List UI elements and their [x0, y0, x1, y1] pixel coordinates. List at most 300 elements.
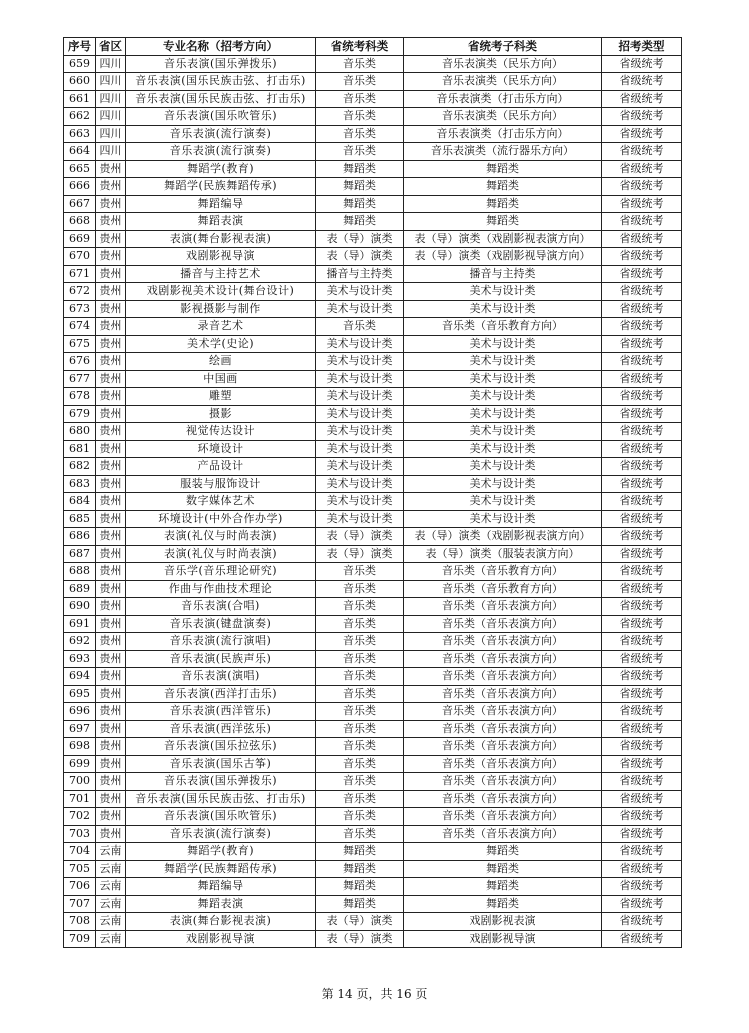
table-row	[64, 703, 682, 721]
table-row	[64, 160, 682, 178]
cell-exam-type: 省级统考	[602, 230, 682, 248]
cell-exam-type: 省级统考	[602, 685, 682, 703]
cell-index: 690	[64, 598, 96, 616]
cell-index: 670	[64, 248, 96, 266]
cell-province: 云南	[96, 913, 126, 931]
cell-major: 音乐表演(国乐古筝)	[126, 755, 316, 773]
cell-exam-type: 省级统考	[602, 598, 682, 616]
cell-province: 贵州	[96, 458, 126, 476]
cell-major: 戏剧影视美术设计(舞台设计)	[126, 283, 316, 301]
table-row	[64, 808, 682, 826]
table-row	[64, 213, 682, 231]
cell-index: 695	[64, 685, 96, 703]
cell-category: 音乐类	[316, 633, 404, 651]
table-row	[64, 895, 682, 913]
cell-exam-type: 省级统考	[602, 720, 682, 738]
cell-major: 中国画	[126, 370, 316, 388]
table-row	[64, 493, 682, 511]
cell-major: 摄影	[126, 405, 316, 423]
table-row	[64, 668, 682, 686]
table-row	[64, 755, 682, 773]
cell-category: 美术与设计类	[316, 440, 404, 458]
cell-category: 表（导）演类	[316, 930, 404, 948]
cell-index: 706	[64, 878, 96, 896]
cell-index: 694	[64, 668, 96, 686]
cell-subcategory: 美术与设计类	[404, 440, 602, 458]
cell-major: 戏剧影视导演	[126, 248, 316, 266]
cell-province: 贵州	[96, 195, 126, 213]
cell-subcategory: 戏剧影视导演	[404, 930, 602, 948]
cell-index: 661	[64, 90, 96, 108]
table-body	[64, 55, 682, 948]
cell-province: 贵州	[96, 265, 126, 283]
cell-subcategory: 表（导）演类（戏剧影视表演方向）	[404, 230, 602, 248]
cell-index: 692	[64, 633, 96, 651]
cell-exam-type: 省级统考	[602, 703, 682, 721]
table-row	[64, 475, 682, 493]
cell-category: 表（导）演类	[316, 230, 404, 248]
cell-subcategory: 音乐类（音乐表演方向）	[404, 703, 602, 721]
cell-major: 舞蹈学(民族舞蹈传承)	[126, 860, 316, 878]
table-row	[64, 720, 682, 738]
cell-major: 作曲与作曲技术理论	[126, 580, 316, 598]
cell-subcategory: 表（导）演类（戏剧影视表演方向）	[404, 528, 602, 546]
table-row	[64, 563, 682, 581]
cell-major: 音乐表演(西洋管乐)	[126, 703, 316, 721]
cell-major: 音乐表演(国乐民族击弦、打击乐)	[126, 73, 316, 91]
table-row	[64, 510, 682, 528]
cell-category: 美术与设计类	[316, 353, 404, 371]
cell-category: 舞蹈类	[316, 160, 404, 178]
cell-subcategory: 舞蹈类	[404, 860, 602, 878]
cell-province: 贵州	[96, 178, 126, 196]
table-row	[64, 930, 682, 948]
cell-category: 舞蹈类	[316, 213, 404, 231]
cell-exam-type: 省级统考	[602, 423, 682, 441]
table-row	[64, 598, 682, 616]
cell-province: 贵州	[96, 300, 126, 318]
cell-exam-type: 省级统考	[602, 580, 682, 598]
cell-category: 音乐类	[316, 73, 404, 91]
cell-category: 舞蹈类	[316, 843, 404, 861]
cell-exam-type: 省级统考	[602, 300, 682, 318]
cell-subcategory: 音乐类（音乐表演方向）	[404, 755, 602, 773]
cell-index: 699	[64, 755, 96, 773]
header-exam-type: 招考类型	[602, 38, 682, 56]
cell-major: 音乐表演(国乐弹拨乐)	[126, 773, 316, 791]
cell-exam-type: 省级统考	[602, 55, 682, 73]
cell-exam-type: 省级统考	[602, 563, 682, 581]
cell-category: 音乐类	[316, 685, 404, 703]
cell-index: 697	[64, 720, 96, 738]
cell-major: 雕塑	[126, 388, 316, 406]
cell-major: 音乐表演(国乐弹拨乐)	[126, 55, 316, 73]
cell-index: 708	[64, 913, 96, 931]
cell-province: 贵州	[96, 598, 126, 616]
cell-subcategory: 音乐类（音乐表演方向）	[404, 808, 602, 826]
cell-province: 贵州	[96, 510, 126, 528]
table-row	[64, 265, 682, 283]
cell-category: 美术与设计类	[316, 475, 404, 493]
cell-major: 音乐表演(国乐民族击弦、打击乐)	[126, 790, 316, 808]
cell-exam-type: 省级统考	[602, 353, 682, 371]
cell-exam-type: 省级统考	[602, 773, 682, 791]
cell-category: 美术与设计类	[316, 405, 404, 423]
cell-major: 服装与服饰设计	[126, 475, 316, 493]
cell-exam-type: 省级统考	[602, 650, 682, 668]
cell-category: 美术与设计类	[316, 423, 404, 441]
cell-category: 美术与设计类	[316, 458, 404, 476]
cell-subcategory: 音乐表演类（打击乐方向）	[404, 90, 602, 108]
cell-exam-type: 省级统考	[602, 790, 682, 808]
cell-category: 音乐类	[316, 90, 404, 108]
cell-major: 数字媒体艺术	[126, 493, 316, 511]
table-row	[64, 423, 682, 441]
cell-index: 663	[64, 125, 96, 143]
cell-province: 云南	[96, 930, 126, 948]
cell-subcategory: 美术与设计类	[404, 370, 602, 388]
table-row	[64, 108, 682, 126]
cell-major: 视觉传达设计	[126, 423, 316, 441]
cell-index: 678	[64, 388, 96, 406]
cell-subcategory: 音乐类（音乐表演方向）	[404, 738, 602, 756]
cell-exam-type: 省级统考	[602, 195, 682, 213]
cell-province: 贵州	[96, 633, 126, 651]
cell-category: 音乐类	[316, 773, 404, 791]
cell-major: 音乐表演(国乐民族击弦、打击乐)	[126, 90, 316, 108]
table-row	[64, 370, 682, 388]
cell-index: 676	[64, 353, 96, 371]
cell-province: 贵州	[96, 493, 126, 511]
cell-subcategory: 美术与设计类	[404, 458, 602, 476]
cell-index: 677	[64, 370, 96, 388]
cell-category: 音乐类	[316, 790, 404, 808]
cell-exam-type: 省级统考	[602, 528, 682, 546]
cell-subcategory: 音乐类（音乐表演方向）	[404, 598, 602, 616]
cell-subcategory: 音乐表演类（流行器乐方向）	[404, 143, 602, 161]
cell-category: 表（导）演类	[316, 913, 404, 931]
cell-index: 660	[64, 73, 96, 91]
table-row	[64, 545, 682, 563]
cell-category: 表（导）演类	[316, 248, 404, 266]
cell-subcategory: 戏剧影视表演	[404, 913, 602, 931]
table-row	[64, 773, 682, 791]
cell-exam-type: 省级统考	[602, 370, 682, 388]
cell-major: 舞蹈表演	[126, 213, 316, 231]
cell-exam-type: 省级统考	[602, 335, 682, 353]
cell-index: 705	[64, 860, 96, 878]
cell-major: 影视摄影与制作	[126, 300, 316, 318]
table-row	[64, 790, 682, 808]
table-row	[64, 143, 682, 161]
cell-category: 音乐类	[316, 808, 404, 826]
cell-index: 659	[64, 55, 96, 73]
table-row	[64, 335, 682, 353]
cell-index: 681	[64, 440, 96, 458]
cell-major: 舞蹈表演	[126, 895, 316, 913]
cell-subcategory: 美术与设计类	[404, 475, 602, 493]
cell-index: 701	[64, 790, 96, 808]
cell-category: 音乐类	[316, 143, 404, 161]
cell-province: 贵州	[96, 738, 126, 756]
cell-subcategory: 音乐类（音乐表演方向）	[404, 668, 602, 686]
cell-major: 音乐表演(民族声乐)	[126, 650, 316, 668]
cell-exam-type: 省级统考	[602, 388, 682, 406]
table-row	[64, 178, 682, 196]
cell-subcategory: 音乐类（音乐教育方向）	[404, 580, 602, 598]
cell-province: 贵州	[96, 318, 126, 336]
cell-subcategory: 美术与设计类	[404, 405, 602, 423]
table-header-row	[64, 38, 682, 56]
cell-province: 贵州	[96, 790, 126, 808]
cell-exam-type: 省级统考	[602, 440, 682, 458]
cell-exam-type: 省级统考	[602, 825, 682, 843]
table-row	[64, 633, 682, 651]
cell-subcategory: 音乐类（音乐表演方向）	[404, 773, 602, 791]
cell-category: 表（导）演类	[316, 528, 404, 546]
cell-subcategory: 舞蹈类	[404, 195, 602, 213]
table-row	[64, 458, 682, 476]
cell-province: 贵州	[96, 160, 126, 178]
cell-subcategory: 美术与设计类	[404, 300, 602, 318]
cell-category: 美术与设计类	[316, 493, 404, 511]
cell-category: 舞蹈类	[316, 895, 404, 913]
cell-category: 舞蹈类	[316, 860, 404, 878]
cell-subcategory: 表（导）演类（戏剧影视导演方向）	[404, 248, 602, 266]
cell-index: 698	[64, 738, 96, 756]
cell-major: 音乐表演(国乐拉弦乐)	[126, 738, 316, 756]
cell-category: 舞蹈类	[316, 195, 404, 213]
cell-exam-type: 省级统考	[602, 633, 682, 651]
cell-major: 表演(礼仪与时尚表演)	[126, 528, 316, 546]
cell-major: 音乐表演(西洋打击乐)	[126, 685, 316, 703]
cell-subcategory: 音乐表演类（民乐方向）	[404, 108, 602, 126]
cell-index: 668	[64, 213, 96, 231]
cell-category: 美术与设计类	[316, 370, 404, 388]
cell-subcategory: 美术与设计类	[404, 353, 602, 371]
cell-exam-type: 省级统考	[602, 178, 682, 196]
cell-province: 贵州	[96, 825, 126, 843]
cell-major: 表演(礼仪与时尚表演)	[126, 545, 316, 563]
table-row	[64, 913, 682, 931]
header-major: 专业名称（招考方向）	[126, 38, 316, 56]
cell-province: 四川	[96, 73, 126, 91]
cell-category: 美术与设计类	[316, 283, 404, 301]
cell-exam-type: 省级统考	[602, 90, 682, 108]
cell-subcategory: 舞蹈类	[404, 843, 602, 861]
cell-subcategory: 舞蹈类	[404, 178, 602, 196]
cell-index: 688	[64, 563, 96, 581]
cell-subcategory: 音乐类（音乐表演方向）	[404, 633, 602, 651]
cell-exam-type: 省级统考	[602, 843, 682, 861]
cell-exam-type: 省级统考	[602, 913, 682, 931]
cell-major: 音乐表演(西洋弦乐)	[126, 720, 316, 738]
cell-province: 贵州	[96, 580, 126, 598]
cell-major: 舞蹈编导	[126, 878, 316, 896]
cell-major: 音乐表演(流行演奏)	[126, 143, 316, 161]
header-subcategory: 省统考子科类	[404, 38, 602, 56]
cell-major: 绘画	[126, 353, 316, 371]
cell-index: 674	[64, 318, 96, 336]
cell-major: 表演(舞台影视表演)	[126, 913, 316, 931]
cell-exam-type: 省级统考	[602, 73, 682, 91]
cell-subcategory: 美术与设计类	[404, 423, 602, 441]
cell-major: 环境设计	[126, 440, 316, 458]
cell-major: 舞蹈编导	[126, 195, 316, 213]
cell-province: 贵州	[96, 230, 126, 248]
cell-category: 音乐类	[316, 738, 404, 756]
cell-exam-type: 省级统考	[602, 248, 682, 266]
cell-major: 音乐表演(流行演唱)	[126, 633, 316, 651]
cell-category: 音乐类	[316, 318, 404, 336]
cell-major: 音乐表演(国乐吹管乐)	[126, 808, 316, 826]
cell-category: 音乐类	[316, 825, 404, 843]
cell-major: 录音艺术	[126, 318, 316, 336]
cell-index: 672	[64, 283, 96, 301]
cell-subcategory: 音乐类（音乐表演方向）	[404, 650, 602, 668]
cell-province: 贵州	[96, 283, 126, 301]
cell-major: 音乐表演(国乐吹管乐)	[126, 108, 316, 126]
cell-province: 贵州	[96, 720, 126, 738]
cell-index: 679	[64, 405, 96, 423]
admissions-table	[63, 37, 682, 948]
table-row	[64, 440, 682, 458]
cell-exam-type: 省级统考	[602, 860, 682, 878]
cell-major: 音乐表演(演唱)	[126, 668, 316, 686]
table-row	[64, 825, 682, 843]
cell-category: 音乐类	[316, 615, 404, 633]
page-footer: 第 14 页，共 16 页	[321, 987, 428, 1001]
cell-major: 音乐表演(流行演奏)	[126, 125, 316, 143]
cell-subcategory: 音乐类（音乐表演方向）	[404, 790, 602, 808]
cell-province: 云南	[96, 860, 126, 878]
table-row	[64, 860, 682, 878]
cell-province: 云南	[96, 895, 126, 913]
cell-exam-type: 省级统考	[602, 318, 682, 336]
cell-index: 683	[64, 475, 96, 493]
cell-major: 美术学(史论)	[126, 335, 316, 353]
cell-major: 表演(舞台影视表演)	[126, 230, 316, 248]
cell-province: 四川	[96, 55, 126, 73]
cell-province: 贵州	[96, 353, 126, 371]
cell-index: 700	[64, 773, 96, 791]
cell-province: 贵州	[96, 423, 126, 441]
cell-province: 贵州	[96, 388, 126, 406]
cell-exam-type: 省级统考	[602, 108, 682, 126]
cell-subcategory: 美术与设计类	[404, 335, 602, 353]
cell-major: 音乐学(音乐理论研究)	[126, 563, 316, 581]
cell-province: 贵州	[96, 335, 126, 353]
cell-major: 戏剧影视导演	[126, 930, 316, 948]
table-row	[64, 195, 682, 213]
table-row	[64, 318, 682, 336]
cell-province: 贵州	[96, 405, 126, 423]
cell-exam-type: 省级统考	[602, 738, 682, 756]
cell-category: 音乐类	[316, 668, 404, 686]
cell-subcategory: 音乐类（音乐表演方向）	[404, 685, 602, 703]
cell-category: 播音与主持类	[316, 265, 404, 283]
cell-subcategory: 音乐类（音乐表演方向）	[404, 825, 602, 843]
cell-index: 707	[64, 895, 96, 913]
cell-category: 表（导）演类	[316, 545, 404, 563]
cell-province: 贵州	[96, 703, 126, 721]
cell-index: 696	[64, 703, 96, 721]
table-row	[64, 738, 682, 756]
cell-province: 贵州	[96, 668, 126, 686]
cell-exam-type: 省级统考	[602, 493, 682, 511]
cell-province: 贵州	[96, 808, 126, 826]
cell-major: 环境设计(中外合作办学)	[126, 510, 316, 528]
cell-province: 贵州	[96, 248, 126, 266]
cell-index: 709	[64, 930, 96, 948]
table-row	[64, 283, 682, 301]
cell-index: 664	[64, 143, 96, 161]
cell-province: 贵州	[96, 475, 126, 493]
table-row	[64, 615, 682, 633]
cell-exam-type: 省级统考	[602, 213, 682, 231]
cell-category: 音乐类	[316, 720, 404, 738]
cell-index: 689	[64, 580, 96, 598]
cell-index: 703	[64, 825, 96, 843]
cell-exam-type: 省级统考	[602, 143, 682, 161]
cell-index: 687	[64, 545, 96, 563]
cell-subcategory: 音乐类（音乐教育方向）	[404, 318, 602, 336]
cell-index: 686	[64, 528, 96, 546]
cell-major: 舞蹈学(教育)	[126, 843, 316, 861]
cell-exam-type: 省级统考	[602, 125, 682, 143]
cell-subcategory: 舞蹈类	[404, 160, 602, 178]
cell-province: 贵州	[96, 650, 126, 668]
cell-province: 贵州	[96, 213, 126, 231]
cell-index: 675	[64, 335, 96, 353]
cell-exam-type: 省级统考	[602, 160, 682, 178]
cell-index: 680	[64, 423, 96, 441]
table-row	[64, 353, 682, 371]
cell-province: 贵州	[96, 528, 126, 546]
cell-major: 舞蹈学(教育)	[126, 160, 316, 178]
cell-category: 音乐类	[316, 125, 404, 143]
table-row	[64, 90, 682, 108]
table-row	[64, 300, 682, 318]
cell-category: 美术与设计类	[316, 388, 404, 406]
cell-exam-type: 省级统考	[602, 930, 682, 948]
cell-exam-type: 省级统考	[602, 545, 682, 563]
cell-category: 音乐类	[316, 563, 404, 581]
table-row	[64, 650, 682, 668]
cell-subcategory: 音乐类（音乐表演方向）	[404, 720, 602, 738]
cell-index: 693	[64, 650, 96, 668]
cell-category: 美术与设计类	[316, 335, 404, 353]
cell-subcategory: 音乐类（音乐教育方向）	[404, 563, 602, 581]
cell-category: 音乐类	[316, 55, 404, 73]
cell-major: 播音与主持艺术	[126, 265, 316, 283]
cell-province: 贵州	[96, 685, 126, 703]
cell-major: 产品设计	[126, 458, 316, 476]
cell-major: 舞蹈学(民族舞蹈传承)	[126, 178, 316, 196]
cell-major: 音乐表演(合唱)	[126, 598, 316, 616]
cell-province: 四川	[96, 90, 126, 108]
cell-subcategory: 音乐表演类（民乐方向）	[404, 73, 602, 91]
cell-index: 671	[64, 265, 96, 283]
cell-subcategory: 舞蹈类	[404, 878, 602, 896]
cell-exam-type: 省级统考	[602, 283, 682, 301]
cell-category: 美术与设计类	[316, 510, 404, 528]
cell-subcategory: 美术与设计类	[404, 283, 602, 301]
cell-exam-type: 省级统考	[602, 878, 682, 896]
cell-index: 691	[64, 615, 96, 633]
table-row	[64, 73, 682, 91]
cell-index: 662	[64, 108, 96, 126]
